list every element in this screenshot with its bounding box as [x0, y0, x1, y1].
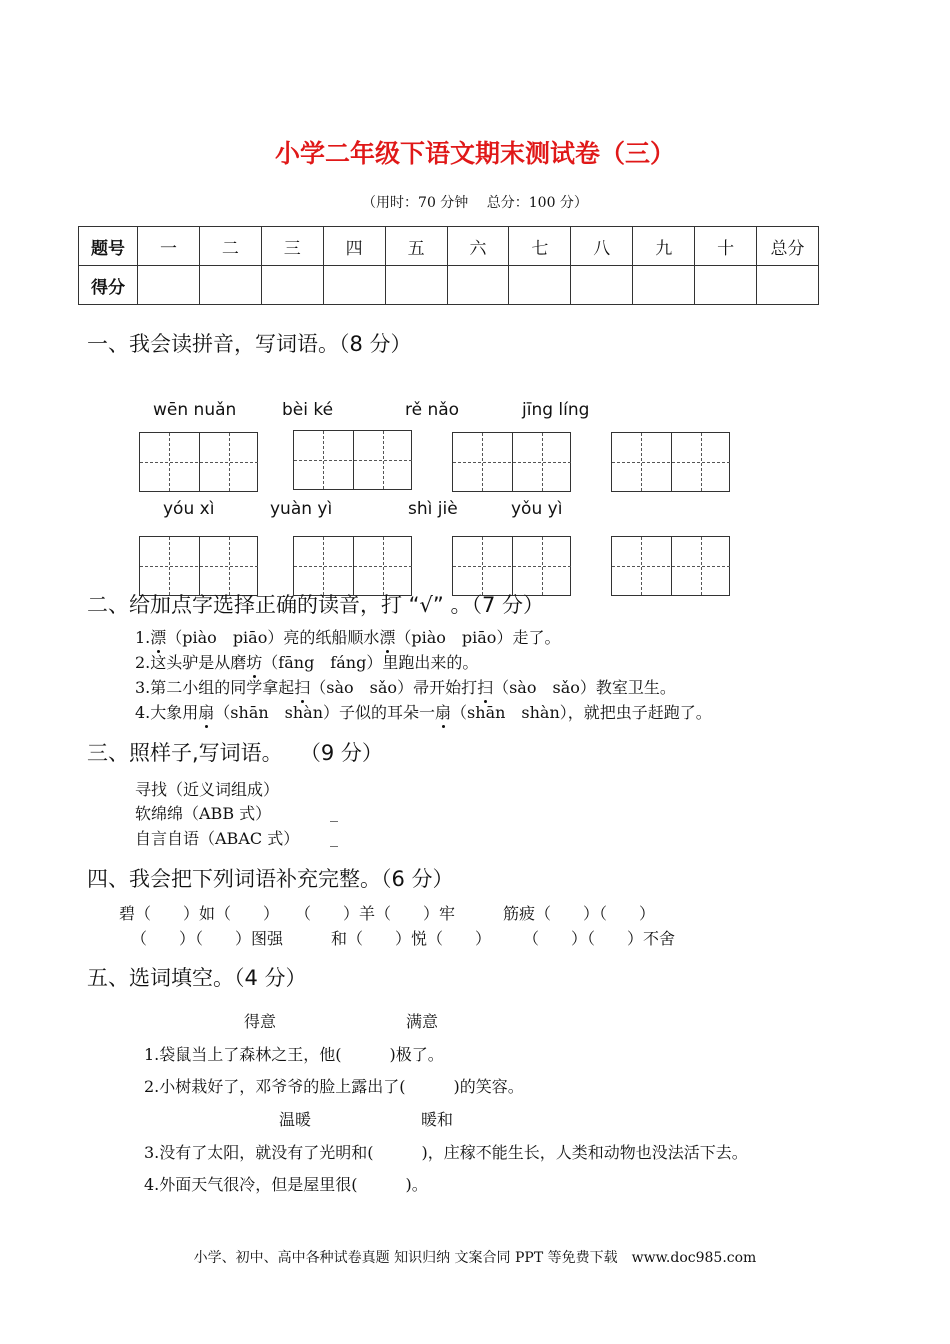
- dotted-char: 扫: [294, 675, 310, 698]
- pinyin-label: shì jiè: [408, 499, 458, 519]
- pinyin-label: wēn nuǎn: [153, 400, 237, 420]
- dotted-char: 漂: [150, 625, 166, 648]
- answer-blank[interactable]: _: [330, 828, 338, 847]
- score-table: [78, 226, 819, 305]
- row-label-number: 题号: [79, 227, 138, 266]
- exam-meta: （用时：70 分钟 总分：100 分）: [362, 195, 588, 211]
- score-cell[interactable]: [633, 266, 695, 305]
- footer-note: 小学、初中、高中各种试卷真题 知识归纳 文案合同 PPT 等免费下载 www.doc985.com: [193, 1250, 757, 1266]
- section-1-heading: 一、我会读拼音，写词语。（8 分）: [87, 332, 412, 356]
- pinyin-label: yuàn yì: [270, 499, 333, 519]
- score-cell[interactable]: [385, 266, 447, 305]
- score-cell[interactable]: [447, 266, 509, 305]
- writing-grid[interactable]: [139, 432, 258, 492]
- col-header-total: 总分: [757, 227, 819, 266]
- score-cell[interactable]: [323, 266, 385, 305]
- row-label-score: 得分: [79, 266, 138, 305]
- writing-grid[interactable]: [452, 432, 571, 492]
- dotted-char: 坊: [246, 650, 262, 673]
- col-header: 一: [138, 227, 200, 266]
- score-cell[interactable]: [261, 266, 323, 305]
- col-header: 三: [261, 227, 323, 266]
- score-cell-total[interactable]: [757, 266, 819, 305]
- fill-sentence: 4.外面天气很冷，但是屋里很( )。: [144, 1175, 428, 1194]
- question-line: 3.第二小组的同学拿起扫（sào sǎo）帚开始打扫（sào sǎo）教室卫生。: [135, 675, 676, 698]
- example-line: 寻找（近义词组成）: [135, 780, 280, 799]
- col-header: 八: [571, 227, 633, 266]
- score-table-header-row: [79, 227, 819, 266]
- question-line: 2.这头驴是从磨坊（fāng fáng）里跑出来的。: [135, 650, 478, 673]
- section-4-heading: 四、我会把下列词语补充完整。（6 分）: [87, 867, 454, 891]
- word-choice: 得意: [244, 1012, 277, 1031]
- writing-grid[interactable]: [611, 432, 730, 492]
- word-choice: 温暖: [279, 1110, 312, 1129]
- writing-grid[interactable]: [293, 536, 412, 596]
- section-5-heading: 五、选词填空。（4 分）: [87, 966, 307, 990]
- writing-grid[interactable]: [452, 536, 571, 596]
- score-table-score-row: [79, 266, 819, 305]
- score-cell[interactable]: [138, 266, 200, 305]
- writing-grid[interactable]: [611, 536, 730, 596]
- col-header: 四: [323, 227, 385, 266]
- col-header: 七: [509, 227, 571, 266]
- col-header: 九: [633, 227, 695, 266]
- example-line: 软绵绵（ABB 式）: [135, 804, 272, 823]
- dotted-char: 漂: [379, 625, 395, 648]
- pinyin-label: jīng líng: [522, 400, 590, 420]
- score-cell[interactable]: [571, 266, 633, 305]
- dotted-char: 扇: [198, 700, 214, 723]
- pinyin-label: bèi ké: [282, 400, 334, 420]
- pinyin-label: yǒu yì: [511, 499, 563, 519]
- page-title: 小学二年级下语文期末测试卷（三）: [274, 139, 675, 168]
- dotted-char: 扫: [477, 675, 493, 698]
- idiom-row: （ ）（ ）图强 和（ ）悦（ ） （ ）（ ）不舍: [131, 929, 676, 948]
- example-line: 自言自语（ABAC 式）: [135, 829, 300, 848]
- section-2-heading: 二、给加点字选择正确的读音，打 “√” 。（7 分）: [87, 593, 545, 617]
- question-line: 1.漂（piào piāo）亮的纸船顺水漂（piào piāo）走了。: [135, 625, 560, 648]
- word-choice: 满意: [406, 1012, 439, 1031]
- dotted-char: 扇: [435, 700, 451, 723]
- section-3-heading: 三、照样子,写词语。 （9 分）: [87, 741, 383, 765]
- score-cell[interactable]: [695, 266, 757, 305]
- writing-grid[interactable]: [293, 430, 412, 490]
- score-cell[interactable]: [199, 266, 261, 305]
- writing-grid[interactable]: [139, 536, 258, 596]
- word-choice: 暖和: [421, 1110, 454, 1129]
- col-header: 六: [447, 227, 509, 266]
- pinyin-label: rě nǎo: [405, 400, 460, 420]
- idiom-row: 碧（ ）如（ ） （ ）羊（ ）牢 筋疲（ ）（ ）: [119, 904, 656, 923]
- pinyin-label: yóu xì: [163, 499, 215, 519]
- fill-sentence: 2.小树栽好了，邓爷爷的脸上露出了( )的笑容。: [144, 1077, 524, 1096]
- score-cell[interactable]: [509, 266, 571, 305]
- col-header: 二: [199, 227, 261, 266]
- fill-sentence: 1.袋鼠当上了森林之王，他( )极了。: [144, 1045, 444, 1064]
- question-line: 4.大象用扇（shān shàn）子似的耳朵一扇（shān shàn），就把虫子赶跑了。: [135, 700, 712, 723]
- answer-blank[interactable]: _: [330, 803, 338, 822]
- col-header: 十: [695, 227, 757, 266]
- col-header: 五: [385, 227, 447, 266]
- fill-sentence: 3.没有了太阳，就没有了光明和( )，庄稼不能生长，人类和动物也没法活下去。: [144, 1143, 748, 1162]
